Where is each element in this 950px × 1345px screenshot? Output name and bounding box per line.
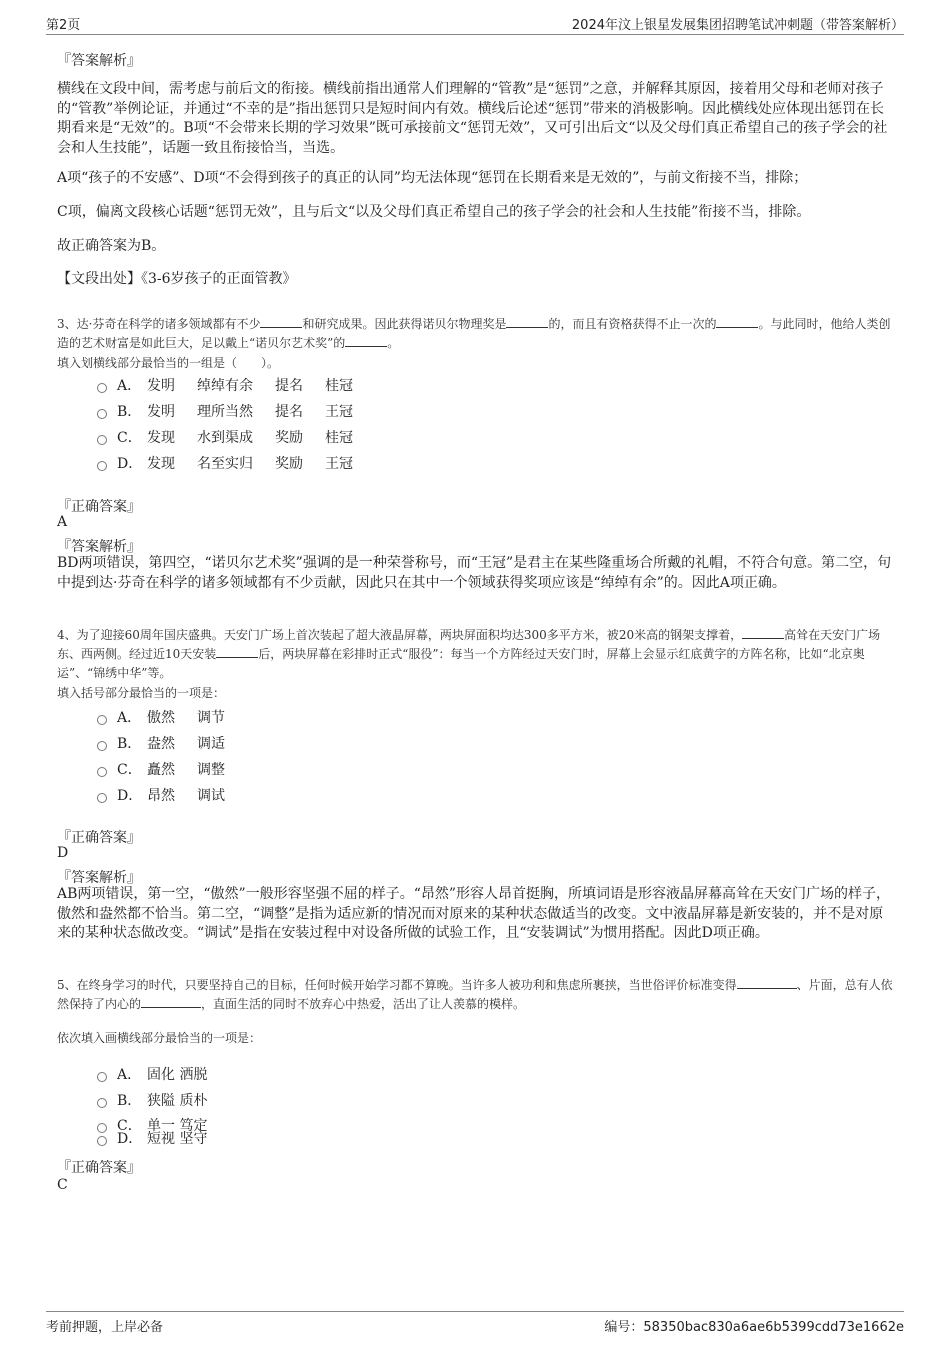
option-word: 调节	[197, 710, 225, 726]
radio-icon[interactable]	[97, 1098, 107, 1108]
radio-icon[interactable]	[97, 741, 107, 751]
q3-stem-part: 的，而且有资格获得不止一次的	[548, 317, 717, 331]
q3-option-c[interactable]	[97, 426, 375, 448]
option-label: B．	[117, 1093, 142, 1109]
option-word: 发明	[147, 378, 175, 394]
option-word: 理所当然	[197, 404, 253, 420]
radio-icon[interactable]	[97, 793, 107, 803]
q4-prompt: 填入括号部分最恰当的一项是：	[57, 686, 226, 700]
q5-option-a[interactable]	[97, 1063, 229, 1085]
q2-para4: 故正确答案为B。	[57, 238, 166, 254]
document-title: 2024年汶上银星发展集团招聘笔试冲刺题（带答案解析）	[571, 18, 904, 33]
option-word: 提名	[275, 404, 303, 420]
option-word: 发明	[147, 404, 175, 420]
q2-para3: C项，偏离文段核心话题“惩罚无效”，且与后文“以及父母们真正希望自己的孩子学会的社会和人生技能”衔接不当，排除。	[57, 204, 811, 220]
q4-option-b[interactable]	[97, 732, 247, 754]
q3-stem-part: 3、达·芬奇在科学的诸多领域都有不少	[57, 317, 261, 331]
option-word: 桂冠	[325, 378, 353, 394]
option-word: 王冠	[325, 404, 353, 420]
q4-stem	[57, 626, 897, 683]
option-word: 单一 笃定	[147, 1118, 208, 1134]
option-label: D．	[117, 788, 143, 804]
option-word: 盎然	[147, 736, 175, 752]
option-label: B．	[117, 404, 142, 420]
radio-icon[interactable]	[97, 715, 107, 725]
option-label: D．	[117, 456, 143, 472]
option-label: D．	[117, 1131, 143, 1147]
option-word: 名至实归	[197, 456, 253, 472]
radio-icon[interactable]	[97, 1072, 107, 1082]
q3-analysis-tag: 『答案解析』	[57, 539, 141, 555]
q5-stem-part: ，直面生活的同时不放弃心中热爱，活出了让人羡慕的模样。	[201, 997, 526, 1011]
q5-option-d[interactable]	[97, 1127, 229, 1149]
option-label: A．	[117, 1067, 142, 1083]
q5-stem	[57, 976, 897, 1014]
blank-line	[506, 317, 548, 328]
blank-line	[260, 317, 302, 328]
option-word: 桂冠	[325, 430, 353, 446]
q5-stem-part: 5、在终身学习的时代，只要坚持自己的目标，任何时候开始学习都不算晚。当许多人被功利和焦虑所裹挟，当世俗评价标准变得	[57, 978, 737, 992]
option-word: 固化 洒脱	[147, 1067, 208, 1083]
radio-icon[interactable]	[97, 1136, 107, 1146]
option-word: 水到渠成	[197, 430, 253, 446]
blank-line	[345, 336, 387, 347]
q2-para2: A项“孩子的不安感”、D项“不会得到孩子的真正的认同”均无法体现“惩罚在长期看来是无效的”，与前文衔接不当，排除；	[57, 170, 808, 186]
option-label: C．	[117, 762, 142, 778]
q3-stem-part: 。	[387, 336, 400, 350]
q5-answer-tag: 『正确答案』	[57, 1160, 141, 1176]
option-word: 调适	[197, 736, 225, 752]
q2-analysis-tag: 『答案解析』	[57, 53, 141, 69]
option-word: 绰绰有余	[197, 378, 253, 394]
page-header	[46, 14, 904, 35]
blank-line	[141, 997, 201, 1008]
footer-slogan: 考前押题，上岸必备	[46, 1320, 164, 1335]
q4-stem-part: 高耸在天安门广场东、西两侧。经过近10天安装	[57, 628, 881, 661]
q5-stem-part: 、片面，总有人依然保持了内心的	[57, 978, 893, 1011]
q3-option-b[interactable]	[97, 400, 375, 422]
q4-analysis-tag: 『答案解析』	[57, 870, 141, 886]
option-word: 昂然	[147, 788, 175, 804]
q4-answer-tag: 『正确答案』	[57, 830, 141, 846]
option-word: 奖励	[275, 430, 303, 446]
radio-icon[interactable]	[97, 383, 107, 393]
radio-icon[interactable]	[97, 409, 107, 419]
blank-line	[716, 317, 758, 328]
option-word: 矗然	[147, 762, 175, 778]
option-word: 调试	[197, 788, 225, 804]
radio-icon[interactable]	[97, 435, 107, 445]
page-number: 第2页	[46, 18, 81, 33]
q3-analysis: BD两项错误，第四空，“诺贝尔艺术奖”强调的是一种荣誉称号，而“王冠”是君主在某些隆重场合所戴的礼帽，不符合句意。第二空，句中提到达·芬奇在科学的诸多领域都有不少贡献，因此只在其中一个领域获得奖项应该是“绰绰有余”的。因此A项正确。	[57, 555, 892, 591]
q4-option-a[interactable]	[97, 706, 247, 728]
option-word: 王冠	[325, 456, 353, 472]
q3-stem-part: 和研究成果。因此获得诺贝尔物理奖是	[302, 317, 507, 331]
q3-stem	[57, 315, 897, 353]
q3-option-d[interactable]	[97, 452, 375, 474]
q5-answer: C	[57, 1177, 68, 1193]
q3-answer-tag: 『正确答案』	[57, 499, 141, 515]
option-word: 短视 坚守	[147, 1131, 208, 1147]
q4-option-c[interactable]	[97, 758, 247, 780]
blank-line	[737, 978, 797, 989]
radio-icon[interactable]	[97, 767, 107, 777]
option-word: 狭隘 质朴	[147, 1093, 208, 1109]
q3-prompt: 填入划横线部分最恰当的一组是（ ）。	[57, 356, 280, 370]
q4-stem-part: 4、为了迎接60周年国庆盛典。天安门广场上首次装起了超大液晶屏幕，两块屏面积均达300多平方米，被20米高的钢架支撑着，	[57, 628, 743, 642]
option-label: A．	[117, 710, 142, 726]
option-word: 奖励	[275, 456, 303, 472]
q5-option-b[interactable]	[97, 1089, 229, 1111]
option-label: C．	[117, 1118, 142, 1134]
q3-stem-part: 。与此同时，他给人类创造的艺术财富是如此巨大，足以戴上“诺贝尔艺术奖”的	[57, 317, 891, 350]
option-word: 傲然	[147, 710, 175, 726]
option-label: B．	[117, 736, 142, 752]
option-word: 发现	[147, 456, 175, 472]
blank-line	[216, 647, 258, 658]
q3-option-a[interactable]	[97, 374, 375, 396]
q4-option-d[interactable]	[97, 784, 247, 806]
q3-answer: A	[57, 514, 68, 530]
blank-line	[742, 628, 784, 639]
page-footer	[46, 1311, 904, 1335]
option-word: 调整	[197, 762, 225, 778]
q2-source: 【文段出处】《3-6岁孩子的正面管教》	[57, 271, 297, 287]
q4-analysis: AB两项错误，第一空，“傲然”一般形容坚强不屈的样子。“昂然”形容人昂首挺胸，所填词语是形容液晶屏幕高耸在天安门广场的样子，傲然和盎然都不恰当。第二空，“调整”是指为适应新的情况而对原来的某种状态做适当的改变。文中液晶屏幕是新安装的，并不是对原来的某种状态做改变。“调试”是指在安装过程中对设备所做的试验工作，且“安装调试”为惯用搭配。因此D项正确。	[57, 886, 891, 941]
q2-analysis: 横线在文段中间，需考虑与前后文的衔接。横线前指出通常人们理解的“管教”是“惩罚”之意，并解释其原因，接着用父母和老师对孩子的“管教”举例论证，并通过“不幸的是”指出惩罚只是短时间内有效。横线后论述“惩罚”带来的消极影响。因此横线处应体现出惩罚在长期看来是“无效”的。B项“不会带来长期的学习效果”既可承接前文“惩罚无效”，又可引出后文“以及父母们真正希望自己的孩子学会的社会和人生技能”，话题一致且衔接恰当，当选。	[57, 81, 888, 156]
option-word: 提名	[275, 378, 303, 394]
radio-icon[interactable]	[97, 461, 107, 471]
document-id: 编号：58350bac830a6ae6b5399cdd73e1662e	[604, 1320, 904, 1335]
q4-answer: D	[57, 845, 69, 861]
q5-prompt: 依次填入画横线部分最恰当的一项是：	[57, 1031, 262, 1045]
q4-stem-part: 后，两块屏幕在彩排时正式“服役”：每当一个方阵经过天安门时，屏幕上会显示红底黄字的方阵名称，比如“北京奥运”、“锦绣中华”等。	[57, 647, 865, 680]
option-word: 发现	[147, 430, 175, 446]
option-label: A．	[117, 378, 142, 394]
option-label: C．	[117, 430, 142, 446]
